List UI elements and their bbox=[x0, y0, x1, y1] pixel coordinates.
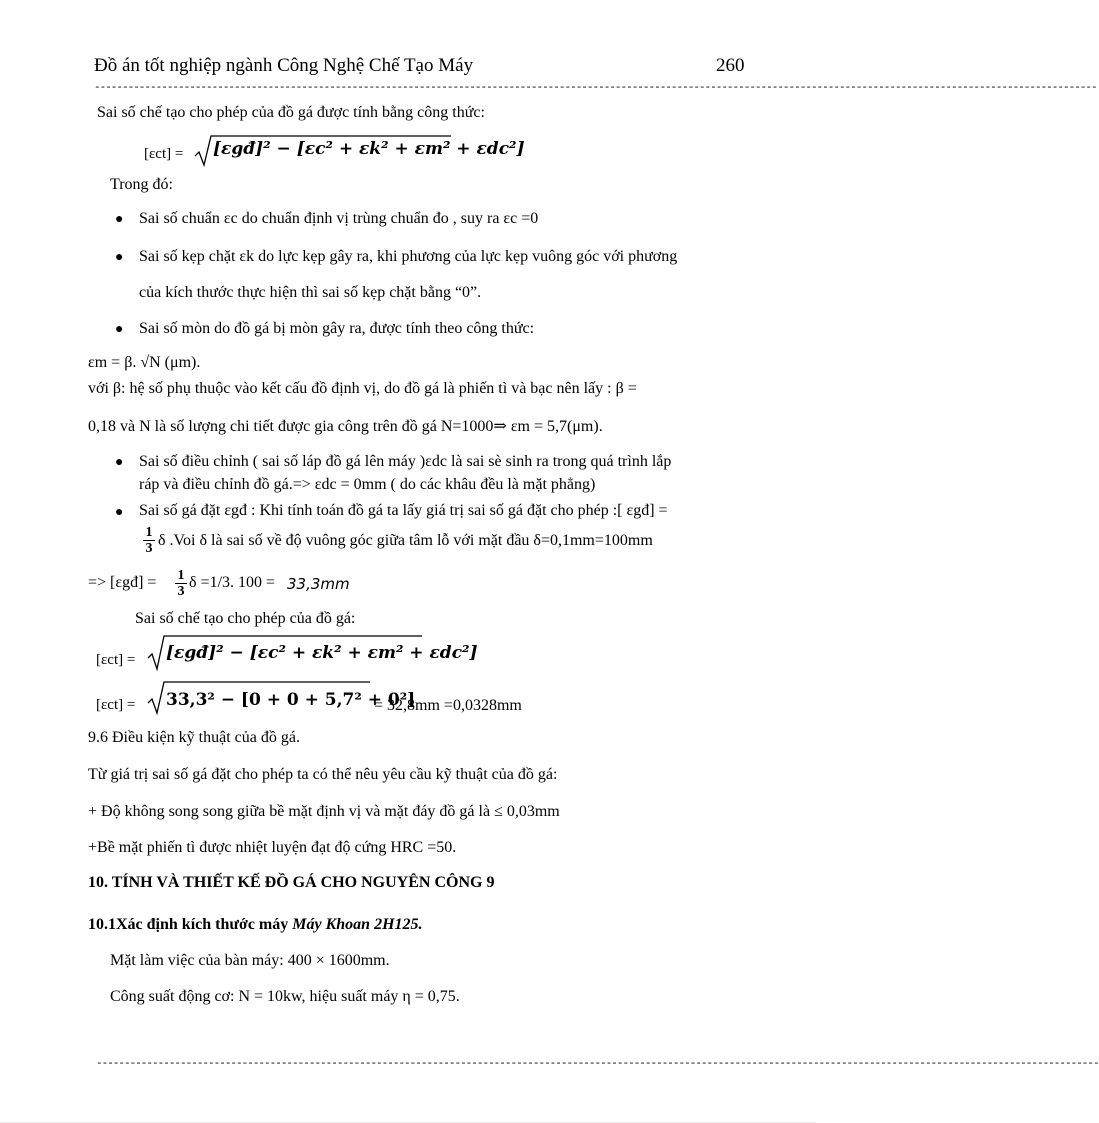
fraction-one-third bbox=[175, 568, 187, 599]
formula2-lhs: [εct] = bbox=[96, 652, 136, 668]
trong-do: Trong đó: bbox=[110, 176, 173, 193]
formula3-body: 33,3² − [0 + 0 + 5,7² + 0²] bbox=[166, 690, 416, 710]
intro-line: Sai số chế tạo cho phép của đồ gá được tính bằng công thức: bbox=[97, 104, 485, 121]
formula3-lhs: [εct] = bbox=[96, 697, 136, 713]
sub-heading: Sai số chế tạo cho phép của đồ gá: bbox=[135, 610, 356, 627]
requirements-intro: Từ giá trị sai số gá đặt cho phép ta có thể nêu yêu cầu kỹ thuật của đồ gá: bbox=[88, 766, 558, 783]
calc-mid: δ =1/3. 100 = bbox=[189, 574, 276, 591]
bullet-mon: Sai số mòn do đồ gá bị mòn gây ra, được tính theo công thức: bbox=[139, 320, 535, 337]
bullet-icon: ● bbox=[115, 455, 124, 470]
section-10-heading: 10. TÍNH VÀ THIẾT KẾ ĐỒ GÁ CHO NGUYÊN CÔNG 9 bbox=[88, 874, 495, 891]
footer-rule: ----------------------------------------------------------------------------------------------------------------------------------------------------------------------------------- bbox=[96, 1058, 1099, 1070]
bullet-dieu-chinh-cont: ráp và điều chỉnh đồ gá.=> εdc = 0mm ( do các khâu đều là mặt phẳng) bbox=[139, 476, 596, 493]
bullet-ga-dat-cont: δ .Voi δ là sai số về độ vuông góc giữa tâm lỗ với mặt đầu δ=0,1mm=100mm bbox=[158, 532, 653, 549]
bullet-kep-chat-cont: của kích thước thực hiện thì sai số kẹp chặt bằng “0”. bbox=[139, 284, 482, 301]
formula3-result: = 32,8mm =0,0328mm bbox=[374, 697, 522, 714]
formula2-body: [εgđ]² − [εc² + εk² + εm² + εdc²] bbox=[166, 643, 478, 663]
formula1-lhs: [εct] = bbox=[144, 146, 184, 162]
bullet-chuan: Sai số chuẩn εc do chuẩn định vị trùng chuẩn đo , suy ra εc =0 bbox=[139, 210, 539, 227]
bullet-icon: ● bbox=[115, 322, 124, 337]
section-10-1-label: 10.1Xác định kích thước máy bbox=[88, 916, 289, 933]
bullet-ga-dat: Sai số gá đặt εgđ : Khi tính toán đồ gá ta lấy giá trị sai số gá đặt cho phép :[ εgđ] = bbox=[139, 502, 668, 519]
section-10-1-heading bbox=[88, 916, 423, 934]
formula1-body: [εgđ]² − [εc² + εk² + εm² + εdc²] bbox=[213, 139, 525, 159]
bullet-icon: ● bbox=[115, 505, 124, 520]
fraction-numerator: 1 bbox=[177, 568, 185, 583]
beta-line-1: với β: hệ số phụ thuộc vào kết cấu đồ định vị, do đồ gá là phiến tì và bạc nên lấy : β = bbox=[88, 380, 637, 397]
motor-power: Công suất động cơ: N = 10kw, hiệu suất máy η = 0,75. bbox=[110, 988, 460, 1005]
section-9-6: 9.6 Điều kiện kỹ thuật của đồ gá. bbox=[88, 729, 300, 746]
calc-result: 33,3mm bbox=[287, 575, 350, 593]
calc-lhs: => [εgđ] = bbox=[88, 574, 157, 591]
requirement-2: +Bề mặt phiến tì được nhiệt luyện đạt độ cứng HRC =50. bbox=[88, 839, 457, 856]
requirement-1: + Độ không song song giữa bề mặt định vị và mặt đáy đồ gá là ≤ 0,03mm bbox=[88, 803, 560, 820]
em-formula: εm = β. √N (μm). bbox=[88, 354, 201, 371]
bullet-kep-chat: Sai số kẹp chặt εk do lực kẹp gây ra, khi phương của lực kẹp vuông góc với phương bbox=[139, 248, 678, 265]
header-title: Đồ án tốt nghiệp ngành Công Nghệ Chế Tạo Máy bbox=[94, 55, 474, 76]
fraction-one-third bbox=[143, 525, 155, 556]
header-rule: ----------------------------------------------------------------------------------------------------------------------------------------------------------------------------------- bbox=[94, 82, 1097, 94]
fraction-numerator: 1 bbox=[145, 525, 153, 540]
fraction-denominator: 3 bbox=[143, 540, 155, 556]
bullet-icon: ● bbox=[115, 212, 124, 227]
bullet-dieu-chinh: Sai số điều chỉnh ( sai số láp đồ gá lên máy )εdc là sai sè sinh ra trong quá trình lắp bbox=[139, 453, 672, 470]
bullet-icon: ● bbox=[115, 250, 124, 265]
work-surface: Mặt làm việc của bàn máy: 400 × 1600mm. bbox=[110, 952, 390, 969]
beta-line-2: 0,18 và N là số lượng chi tiết được gia công trên đồ gá N=1000⇒ εm = 5,7(μm). bbox=[88, 418, 603, 435]
page-number: 260 bbox=[716, 55, 745, 76]
fraction-denominator: 3 bbox=[175, 583, 187, 599]
machine-name: Máy Khoan 2H125. bbox=[292, 916, 423, 933]
